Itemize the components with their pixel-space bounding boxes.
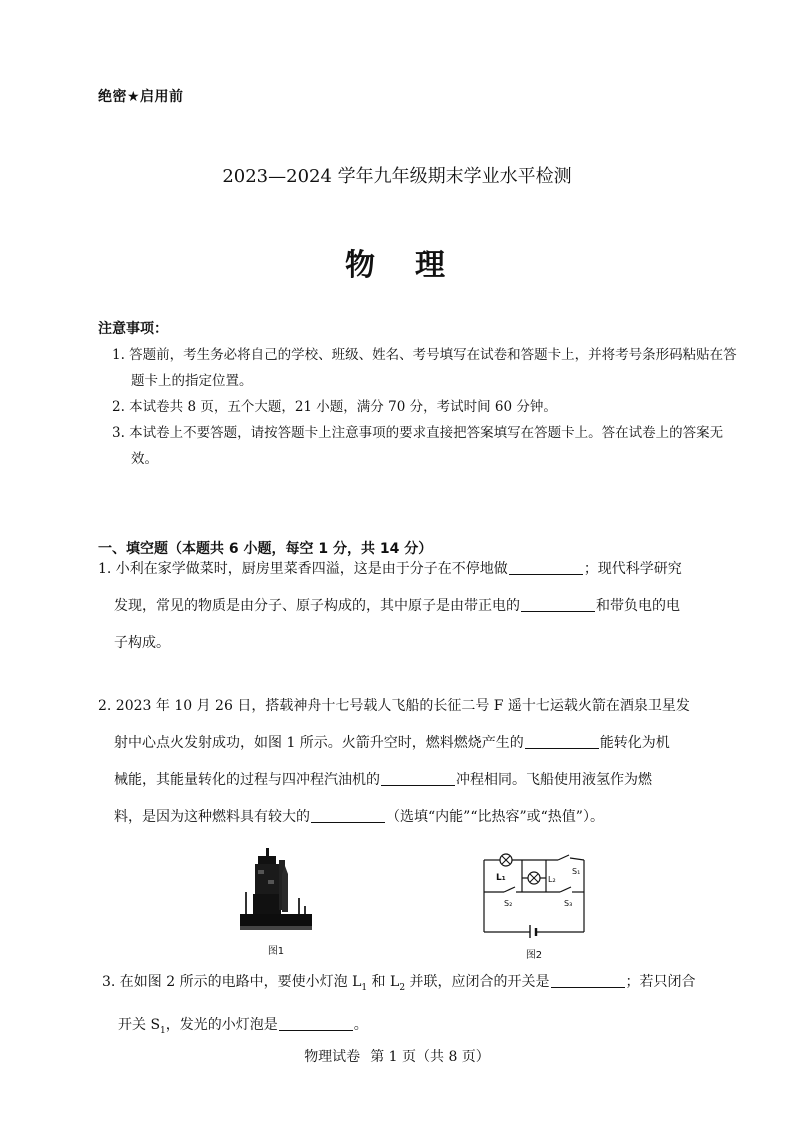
answer-blank [279,1016,353,1031]
question-1 [98,551,734,662]
question-3 [102,964,738,1050]
q1-text: 和带负电的电 [596,598,680,614]
q2-text: 射中心点火发射成功，如图 1 所示。火箭升空时，燃料燃烧产生的 [114,735,524,751]
q3-text: 开关 S [118,1016,161,1033]
label-s2: S₂ [504,899,513,908]
q2-text: 冲程相同。飞船使用液氢作为燃 [456,772,652,788]
label-l1: L₁ [496,873,506,883]
lamp-l1-icon [500,854,512,866]
notice-heading: 注意事项： [98,321,168,337]
figure-1-caption: 图1 [267,946,285,957]
exam-title: 2023—2024 学年九年级期末学业水平检测 [222,166,572,187]
figure-2 [476,852,592,961]
subject-char-1: 物 [345,248,379,283]
q3-text: 和 L [367,974,400,990]
footer-page-info: 第 1 页（共 8 页） [370,1049,490,1065]
answer-blank [521,597,595,612]
subscript: 2 [399,982,406,993]
q3-text: 并联，应闭合的开关是 [405,974,550,990]
q2-text: 料，是因为这种燃料具有较大的 [114,809,310,825]
section-heading: 一、填空题（本题共 6 小题，每空 1 分，共 14 分） [98,541,433,557]
answer-blank [551,973,625,988]
figure-2-caption: 图2 [525,950,543,961]
label-s3: S₃ [564,899,573,908]
footer-subject: 物理试卷 [304,1049,361,1065]
subject-title [0,240,794,284]
circuit-diagram [476,852,592,938]
label-s1: S₁ [572,867,581,876]
q1-text: 发现，常见的物质是由分子、原子构成的，其中原子是由带正电的 [114,598,520,614]
subscript: 1 [160,1025,166,1036]
q2-text: 能转化为机 [599,735,670,751]
notice-item-3: 3. 本试卷上不要答题，请按答题卡上注意事项的要求直接把答案填写在答题卡上。答在试卷上的答案无效。 [112,425,724,467]
subscript: 1 [361,982,368,993]
notice-item-1: 1. 答题前，考生务必将自己的学校、班级、姓名、考号填写在试卷和答题卡上，并将考号条形码粘贴在答题卡上的指定位置。 [112,347,737,389]
subject-char-2: 理 [415,248,449,283]
figure-1 [238,840,314,957]
q3-text: ，发光的小灯泡是 [165,1016,278,1033]
q2-text: （选填“内能”“比热容”或“热值”）。 [386,809,604,825]
answer-blank [509,560,583,575]
lamp-l2-icon [528,872,540,884]
q1-text: 1. 小利在家学做菜时，厨房里菜香四溢，这是由于分子在不停地做 [98,561,508,577]
question-2 [98,688,734,836]
answer-blank [381,771,455,786]
q1-text: 子构成。 [114,635,170,651]
label-l2: L₂ [548,875,556,884]
answer-blank [525,734,599,749]
q3-text: 3. 在如图 2 所示的电路中，要使小灯泡 L [102,974,362,990]
q2-text: 械能，其能量转化的过程与四冲程汽油机的 [114,772,380,788]
secret-mark: 绝密★启用前 [98,89,184,105]
q3-text: 。 [353,1016,368,1033]
page-footer [0,1046,794,1066]
q3-text: ；若只闭合 [625,974,696,990]
q1-text: ；现代科学研究 [583,561,682,577]
notice-item-2: 2. 本试卷共 8 页，五个大题，21 小题，满分 70 分，考试时间 60 分钟。 [112,399,557,415]
q2-text: 2. 2023 年 10 月 26 日，搭载神舟十七号载人飞船的长征二号 F 遥十七运载火箭在酒泉卫星发 [98,698,690,714]
rocket-launch-image [238,840,314,938]
notice-list [98,342,738,472]
answer-blank [311,808,385,823]
